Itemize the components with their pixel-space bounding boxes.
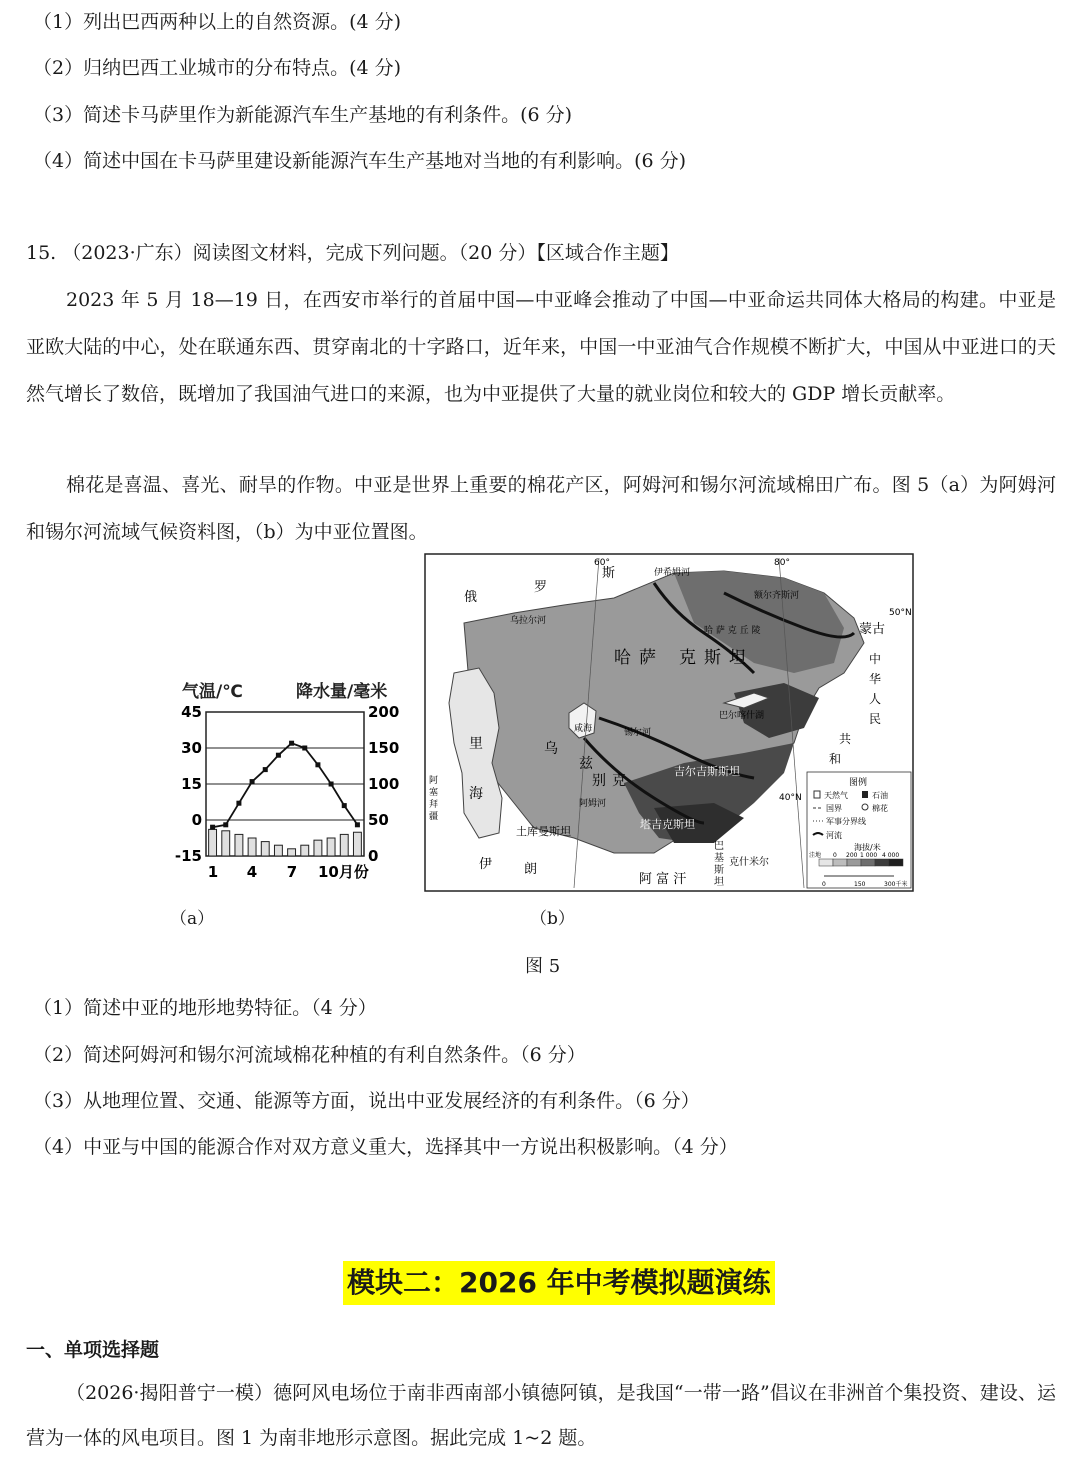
precip-tick-200: 200: [368, 703, 400, 721]
scale-tick-0: 0: [822, 881, 826, 888]
climate-chart: [168, 672, 418, 887]
precip-bar-2: [222, 831, 230, 856]
elev-tick-0: 0: [833, 852, 837, 859]
temp-tick-neg15: -15: [174, 847, 202, 865]
lat-50-label: 50°N: [889, 608, 912, 618]
q15-question-2: （2）简述阿姆河和锡尔河流域棉花种植的有利自然条件。（6 分）: [33, 1044, 586, 1066]
precip-tick-50: 50: [368, 811, 389, 829]
label-pakistan-3: 斯: [714, 865, 724, 876]
temperature-point-5: [263, 767, 268, 772]
label-uzbek-4: 克: [612, 773, 626, 789]
temperature-point-8: [302, 746, 307, 751]
label-turkmen: 土库曼斯坦: [516, 825, 571, 838]
precip-bar-3: [235, 834, 243, 856]
legend-oil: 石油: [872, 791, 888, 800]
label-china-3: 人: [869, 692, 882, 706]
temperature-point-3: [236, 801, 241, 806]
oil-icon: [862, 791, 868, 798]
label-azer-2: 塞: [429, 788, 439, 798]
precip-bar-4: [248, 838, 256, 856]
legend-title: 图例: [849, 778, 868, 788]
elev-tick-4000: 4 000: [882, 852, 900, 859]
label-kazakh-4: 斯: [704, 648, 721, 668]
precip-bar-9: [314, 840, 322, 856]
x-tick-1: 1: [207, 863, 219, 881]
label-uzbek-2: 兹: [579, 756, 593, 772]
lat-40-label: 40°N: [779, 793, 802, 803]
x-tick-10: 10月份: [318, 863, 369, 881]
precip-bar-7: [288, 849, 296, 856]
elev-tick-1000: 1 000: [860, 852, 878, 859]
elev-tick-200: 200: [846, 852, 858, 859]
caption-b: （b）: [530, 909, 575, 929]
label-russia-2: 罗: [534, 580, 548, 595]
section-heading: 一、单项选择题: [26, 1339, 160, 1361]
label-china-4: 民: [869, 712, 882, 726]
q15-paragraph-2: 棉花是喜温、喜光、耐旱的作物。中亚是世界上重要的棉花产区，阿姆河和锡尔河流域棉田广布。图 5（a）为阿姆河和锡尔河流域气候资料图，（b）为中亚位置图。: [26, 474, 1056, 543]
temp-tick-15: 15: [181, 775, 202, 793]
elev-tick-depression: 洼地: [809, 852, 822, 859]
precip-bar-10: [327, 838, 335, 856]
precip-bar-8: [301, 845, 309, 856]
temp-tick-30: 30: [181, 739, 202, 757]
temperature-point-4: [250, 779, 255, 784]
legend-military: 军事分界线: [826, 817, 866, 826]
precip-tick-150: 150: [368, 739, 400, 757]
precip-bar-6: [274, 845, 282, 856]
precip-tick-100: 100: [368, 775, 400, 793]
central-asia-map: [424, 553, 914, 892]
question-2: （2）归纳巴西工业城市的分布特点。(4 分): [33, 57, 402, 79]
q15-question-1: （1）简述中亚的地形地势特征。（4 分）: [33, 997, 377, 1019]
precip-axis-label: 降水量/毫米: [296, 682, 388, 702]
label-azer-3: 拜: [429, 800, 439, 810]
label-ishim: 伊希姆河: [654, 568, 691, 578]
label-pakistan-1: 巴: [714, 841, 724, 852]
label-kyrgyz: 吉尔吉斯斯坦: [674, 765, 740, 778]
precip-bar-11: [340, 834, 348, 856]
q15-question-3: （3）从地理位置、交通、能源等方面，说出中亚发展经济的有利条件。（6 分）: [33, 1090, 700, 1112]
label-russia-1: 俄: [464, 590, 478, 605]
precip-tick-0: 0: [368, 847, 379, 865]
figure-title: 图 5: [525, 956, 561, 977]
legend-elev-label: 海拔/米: [854, 843, 881, 852]
label-kazakh-1: 哈: [614, 648, 631, 668]
x-tick-4: 4: [246, 863, 258, 881]
label-uzbek-3: 别: [592, 773, 606, 789]
label-azer-4: 疆: [429, 812, 439, 822]
lon-60-label: 60°: [594, 558, 610, 568]
temperature-point-10: [329, 782, 334, 787]
label-ural: 乌拉尔河: [510, 616, 547, 626]
temperature-point-2: [223, 822, 228, 827]
temperature-point-7: [289, 741, 294, 746]
temperature-point-1: [210, 825, 215, 830]
module-title: 模块二：2026 年中考模拟题演练: [343, 1261, 775, 1305]
legend-cotton: 棉花: [872, 804, 888, 813]
q15-paragraph-1: 2023 年 5 月 18—19 日，在西安市举行的首届中国—中亚峰会推动了中国—中亚命运共同体大格局的构建。中亚是亚欧大陆的中心，处在联通东西、贯穿南北的十字路口，近年来，中国一中亚油气合作规模不断扩大，中国从中亚进口的天然气增长了数倍，既增加了我国油气进口的来源，也为中亚提供了大量的就业岗位和较大的 GDP 增长贡献率。: [26, 289, 1056, 405]
label-pakistan-2: 基: [714, 853, 724, 864]
label-azer-1: 阿: [429, 776, 439, 786]
label-pakistan-4: 坦: [714, 877, 724, 888]
legend-gas: 天然气: [824, 791, 848, 800]
temp-tick-0: 0: [191, 811, 202, 829]
label-afghan: 阿 富 汗: [639, 872, 687, 887]
precip-bar-5: [261, 842, 269, 856]
precip-bar-12: [353, 832, 361, 856]
label-kashmir: 克什米尔: [729, 857, 769, 868]
label-caspian-1: 里: [469, 736, 483, 752]
label-aral: 咸海: [574, 724, 593, 734]
question-1: （1）列出巴西两种以上的自然资源。(4 分): [33, 11, 402, 33]
label-amu: 阿姆河: [579, 799, 607, 809]
q15-heading: 15. （2023·广东）阅读图文材料，完成下列问题。（20 分）【区域合作主题】: [26, 242, 679, 264]
question-3: （3）简述卡马萨里作为新能源汽车生产基地的有利条件。(6 分): [33, 104, 573, 126]
label-tajik: 塔吉克斯坦: [640, 818, 695, 831]
temperature-point-12: [355, 822, 360, 827]
temperature-point-6: [276, 753, 281, 758]
legend-river: 河流: [826, 831, 842, 840]
legend-border: 国界: [826, 804, 842, 813]
label-caspian-2: 海: [469, 786, 483, 802]
scale-tick-300: 300千米: [884, 881, 908, 888]
label-balkhash: 巴尔喀什湖: [719, 711, 765, 721]
temperature-point-9: [315, 762, 320, 767]
temperature-point-11: [342, 803, 347, 808]
label-uzbek-1: 乌: [544, 741, 558, 757]
label-china-1: 中: [869, 652, 882, 666]
scale-tick-150: 150: [854, 881, 866, 888]
temp-tick-45: 45: [181, 703, 202, 721]
label-kazakh-3: 克: [679, 648, 696, 668]
module-intro: （2026·揭阳普宁一模）德阿风电场位于南非西南部小镇德阿镇，是我国“一带一路”倡议在非洲首个集投资、建设、运营为一体的风电项目。图 1 为南非地形示意图。据此完成 1~2 题。: [26, 1382, 1056, 1449]
temp-axis-label: 气温/℃: [182, 682, 243, 702]
label-kazakh-hills: 哈 萨 克 丘 陵: [704, 626, 761, 636]
map-legend: [807, 772, 911, 888]
temperature-line: [213, 743, 358, 827]
label-kazakh-2: 萨: [639, 648, 656, 668]
precip-bar-1: [209, 829, 217, 856]
caption-a: （a）: [170, 909, 215, 929]
lon-80-label: 80°: [774, 558, 790, 568]
x-tick-7: 7: [286, 863, 298, 881]
label-china-6: 和: [829, 752, 842, 766]
label-mongolia: 蒙古: [859, 622, 886, 637]
label-syr: 锡尔河: [624, 728, 652, 738]
label-iran-2: 朗: [524, 862, 538, 877]
label-irtysh: 额尔齐斯河: [754, 591, 800, 601]
question-4: （4）简述中国在卡马萨里建设新能源汽车生产基地对当地的有利影响。(6 分): [33, 150, 687, 172]
q15-question-4: （4）中亚与中国的能源合作对双方意义重大，选择其中一方说出积极影响。（4 分）: [33, 1136, 738, 1158]
label-iran-1: 伊: [479, 857, 493, 872]
label-china-5: 共: [839, 732, 852, 746]
label-china-2: 华: [869, 672, 882, 686]
label-russia-3: 斯: [602, 566, 616, 581]
label-kazakh-5: 坦: [729, 648, 746, 668]
